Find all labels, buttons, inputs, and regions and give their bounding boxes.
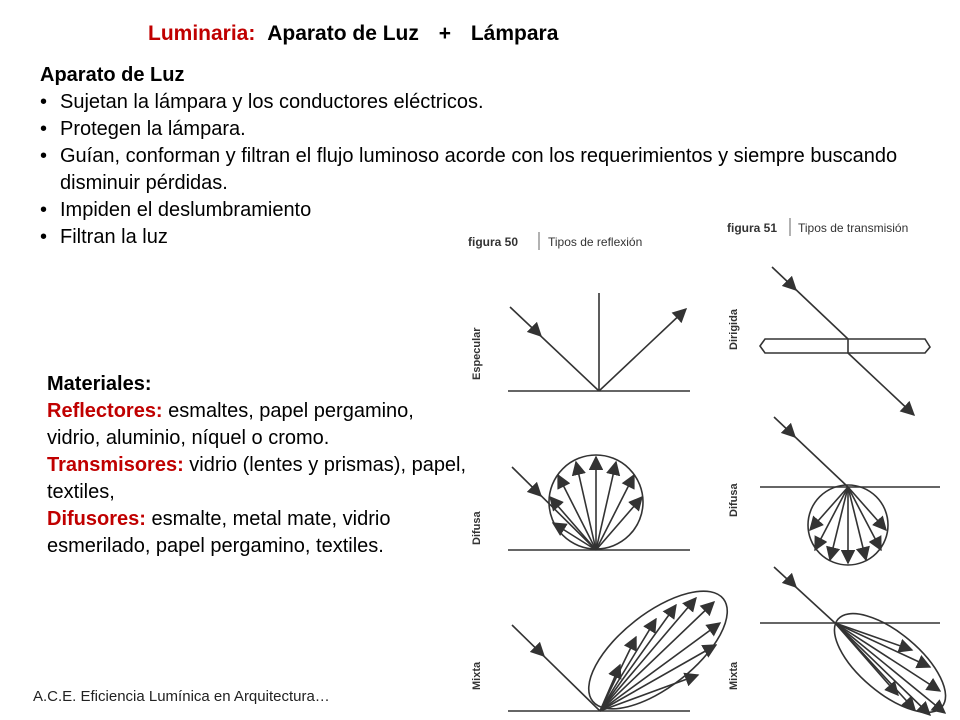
slide-title <box>148 22 558 46</box>
difusa-reflection-figure <box>508 455 690 550</box>
fig51-row-mixta: Mixta <box>728 661 740 690</box>
especular-reflection-figure <box>508 293 690 391</box>
difusores-text: esmalte, metal mate, vidrio esmerilado, papel pergamino, textiles. <box>47 508 391 557</box>
aparato-bullet: • Impiden el deslumbramiento <box>40 197 920 224</box>
difusa-transmission-figure <box>760 417 940 565</box>
materiales-heading: Materiales: <box>47 373 152 395</box>
figure51-title: Tipos de transmisión <box>798 221 909 235</box>
figure51-header <box>727 218 908 236</box>
transmisores-line <box>47 452 467 506</box>
dirigida-transmission-figure <box>760 267 930 415</box>
fig51-row-difusa: Difusa <box>728 483 740 517</box>
reflectores-label: Reflectores: <box>47 400 163 422</box>
aparato-bullet: • Filtran la luz <box>40 224 920 251</box>
reflection-transmission-diagram <box>440 205 950 720</box>
aparato-bullet: • Sujetan la lámpara y los conductores eléctricos. <box>40 89 920 116</box>
figure50-header <box>468 232 642 250</box>
aparato-bullet: • Protegen la lámpara. <box>40 116 920 143</box>
fig50-row-mixta: Mixta <box>471 661 483 690</box>
fig51-row-dirigida: Dirigida <box>728 309 740 350</box>
difusores-label: Difusores: <box>47 508 146 530</box>
fig50-row-especular: Especular <box>471 327 483 380</box>
fig50-row-difusa: Difusa <box>471 511 483 545</box>
title-part-lampara: Lámpara <box>470 22 559 45</box>
title-label: Luminaria: <box>148 22 256 45</box>
mixta-reflection-figure <box>508 570 746 720</box>
aparato-heading: Aparato de Luz <box>40 64 185 86</box>
transmisores-text: vidrio (lentes y prismas), papel, textiles, <box>47 454 467 503</box>
transmisores-label: Transmisores: <box>47 454 184 476</box>
figure51-number: figura 51 <box>727 221 778 235</box>
title-part-aparato: Aparato de Luz <box>267 22 419 45</box>
materiales-section <box>47 371 467 560</box>
aparato-bullet: • Guían, conforman y filtran el flujo luminoso acorde con los requerimientos y siempre buscando disminuir pérdidas. <box>40 143 920 197</box>
footer-text: A.C.E. Eficiencia Lumínica en Arquitectura… <box>33 688 330 705</box>
reflectores-line <box>47 398 467 452</box>
figure50-title: Tipos de reflexión <box>548 235 643 249</box>
mixta-transmission-figure <box>760 567 950 720</box>
figure50-number: figura 50 <box>468 235 519 249</box>
title-plus: + <box>438 22 451 45</box>
reflectores-text: esmaltes, papel pergamino, vidrio, aluminio, níquel o cromo. <box>47 400 414 449</box>
difusores-line <box>47 506 467 560</box>
